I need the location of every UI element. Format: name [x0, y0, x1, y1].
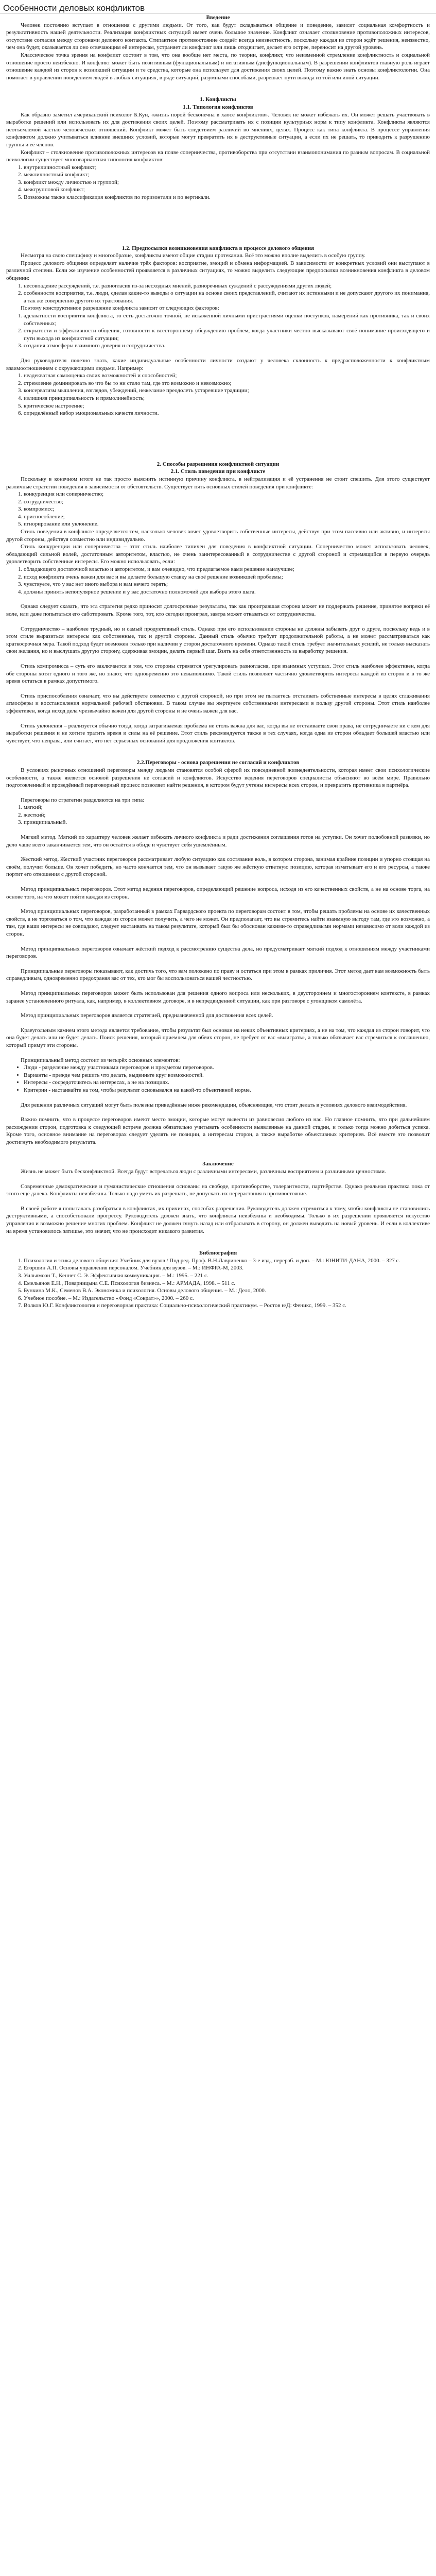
list-item: 1. мягкий; — [24, 804, 430, 811]
list-item: 4. излишняя принципиальность и прямолинейность; — [24, 395, 430, 402]
list-item: 1. неадекватная самооценка своих возможностей и способностей; — [24, 372, 430, 380]
intro-heading: Введение — [206, 14, 230, 21]
list-item: 2. Егоршин А.П. Основы управления персоналом. Учебник для вузов. – М.: ИНФРА-М, 2003. — [24, 1264, 430, 1272]
conflict-styles-list — [6, 490, 430, 528]
list-item: • Критерии - настаивайте на том, чтобы результат основывался на какой-то объективной норме. — [24, 1087, 430, 1094]
list-item: 3. консерватизм мышления, взглядов, убеждений, нежелание преодолеть устаревшие традиции; — [24, 387, 430, 395]
body-paragraph: Жесткий метод. Жесткий участник переговоров рассматривает любую ситуацию как состязание воль, в котором сторона, занимая крайние позиции и упорно стоящая на своём, получит больше. Он хочет победить, но часто кончается тем, что он вызывает такую же жёсткую ответную позицию, которая изматывает его и его ресурсы, а также портит его отношения с другой стороной. — [6, 856, 430, 878]
list-item: 2. сотрудничество; — [24, 498, 430, 506]
premises-list — [6, 282, 430, 305]
competition-conditions-list — [6, 566, 430, 596]
body-paragraph: В условиях рыночных отношений переговоры между людьми становятся особой сферой их повседневной жизнедеятельности, которая имеет свои психологические особенности, а также является основой разрешения не согласий и конфликтов. Искусство ведения переговоров специалисты объясняют во всём мире. Правильно подготовленный и проведённый переговорный процесс позволяет найти решения, в котором будут учтены интересы всех сторон, и превратить противника в партнёра. — [6, 767, 430, 789]
body-paragraph: Несмотря на свою специфику и многообразие, конфликты имеют общие стадии протекания. Всё это можно вполне выделить в особую группу. — [21, 252, 365, 259]
list-item: 5. Возможны также классификация конфликтов по горизонтали и по вертикали. — [24, 194, 430, 201]
body-paragraph: Метод принципиальных переговоров, разработанный в рамках Гарвардского проекта по переговорам состоит в том, чтобы решать проблемы на основе их качественных свойств, а не торговаться о том, что каждая из сторон может получить, а чего не может. Он предполагает, что вы стремитесь найти взаимную выгоду там, где это возможно, а там, где ваши интересы не совпадают, следует настаивать на таком результате, который был бы обоснован какими-то справедливыми нормами независимо от воли каждой из сторон. — [6, 908, 430, 937]
bibliography-heading: Библиография — [199, 1250, 237, 1257]
body-paragraph: Для руководителя полезно знать, какие индивидуальные особенности личности создают у человека склонность к предрасположенности к конфликтным взаимоотношениям с окружающими людьми. Например: — [6, 357, 430, 371]
body-paragraph: Метод принципиальных переговоров является стратегией, предназначенной для достижения всех целей. — [21, 1012, 273, 1019]
list-item: 2. стремление доминировать во что бы то ни стало там, где это возможно и невозможно; — [24, 380, 430, 387]
body-paragraph: Для решения различных ситуаций могут быть полезны приведённые ниже рекомендации, объясняющие, что стоит делать в условиях делового взаимодействия. — [21, 1101, 407, 1108]
conclusion-heading: Заключение — [202, 1161, 234, 1167]
list-item: 4. межгрупповой конфликт; — [24, 186, 430, 194]
body-paragraph: Мягкий метод. Мягкий по характеру человек желает избежать личного конфликта и ради достижения соглашения готов на уступки. Он хочет полюбовной развязки, но дело чаще всего заканчивается тем, что он остаётся в обиде и чувствует себя ущемлённым. — [6, 834, 430, 848]
body-paragraph: Метод принципиальных переговоров может быть использован для решения одного вопроса или нескольких, в двустороннем и многостороннем контексте, в рамках заранее установленного ритуала, как, например, в коллективном договоре, и в непредвиденной ситуации, как при разговоре с угонщиком самолёта. — [6, 990, 430, 1004]
personality-traits-list — [6, 372, 430, 417]
body-paragraph: Сотрудничество – наиболее трудный, но и самый продуктивный стиль. Однако при его использовании стороны не должны забывать друг о друге, поскольку ведь и в этом стиле выразиться интересы как собственные, так и другой стороны. Данный стиль обычно требует продолжительной работы, а не может рассматриваться как краткосрочная мера. Такой подход будет возможен только при наличии у сторон достаточного времени. Однако такой стиль требует значительных усилий, не только высказать свои желания, но и выслушать другую сторону, сдерживая эмоции, делать первый шаг. Взять на себя ответственность за выработку решения. — [6, 625, 430, 655]
factors-list — [6, 312, 430, 350]
list-item: 2. исход конфликта очень важен для вас и вы делаете большую ставку на своё решение возникшей проблемы; — [24, 573, 430, 581]
list-item: 2. межличностный конфликт; — [24, 171, 430, 179]
body-paragraph: Однако следует сказать, что эта стратегия редко приносит долгосрочные результаты, так как проигравшая сторона может не поддержать решение, принятое вопреки её воле, или даже попытаться его саботировать. Кроме того, тот, кто сегодня проиграл, завтра может отказаться от сотрудничества. — [6, 603, 430, 617]
body-paragraph: Конфликт – столкновение противоположных интересов на почве соперничества, противоборства при отсутствии взаимопонимания по разным вопросам. В социальной психологии существует многовариантная типология конфликтов: — [6, 149, 430, 163]
body-paragraph: Метод принципиальных переговоров означает жёсткий подход к рассмотрению существа дела, но предусматривает мягкий подход к отношениям между участниками переговоров. — [6, 945, 430, 960]
list-item: 1. несовпадение рассуждений, т.е. разногласия из-за несходных мнений, разноречивых суждений с рассуждениями других людей; — [24, 282, 430, 290]
list-item: 2. открытости и эффективности общения, готовности к всестороннему обсуждению проблем, когда участники честно высказывают своё понимание происходящего и пути выхода из конфликтной ситуации; — [24, 327, 430, 342]
body-paragraph: Принципиальные переговоры показывают, как достичь того, что вам положено по праву и остаться при этом в рамках приличия. Этот метод дает вам возможность быть справедливым, одновременно предохраняя вас от тех, кто мог бы воспользоваться вашей честностью. — [6, 968, 430, 982]
list-item: 5. критическое настроение; — [24, 402, 430, 410]
bibliography-list — [6, 1257, 430, 1310]
body-paragraph: Стиль приспособления означает, что вы действуете совместно с другой стороной, но при этом не пытаетесь отстаивать собственные интересы в целях сглаживания атмосферы и восстановления нормальной рабочей обстановки. В таком случае вы жертвуете собственными интересами в пользу другой стороны. Этот стиль наиболее эффективен, когда исход дела чрезвычайно важен для другой стороны и не очень важен для вас. — [6, 692, 430, 714]
document-body — [0, 14, 436, 1310]
list-item: 3. принципиальный. — [24, 819, 430, 826]
list-item: 5. Бункина М.К., Семенов В.А. Экономика и психология. Основы делового общения. – М.: Дело, 2000. — [24, 1287, 430, 1295]
negotiation-types-list — [6, 804, 430, 826]
body-paragraph: Процесс делового общения определяет наличие трёх факторов: восприятие, эмоций и обмена информацией. В зависимости от конкретных условий они выступают в различной степени. Если же изучение особенностей проявляется в различных ситуациях, то можно выделить следующие предпосылки возникновения конфликта в деловом общении: — [6, 260, 430, 282]
list-item: 4. приспособление; — [24, 513, 430, 521]
body-paragraph: Важно помнить, что в процессе переговоров имеют место эмоции, которые могут вывести из равновесия любого из нас. Но главное помнить, что при дальнейшем расхождении сторон, подготовка к следующей встрече должна обязательно учитывать особенности выявленные на данной стадии, и только тогда можно добиться успеха. Кроме того, основное внимание на переговорах следует уделять не позиции, а интересам сторон, а также выработке объективных критериев. Всё вместе это позволит достигнуть необходимого результата. — [6, 1116, 430, 1145]
list-item: 1. Психология и этика делового общения: Учебник для вузов / Под ред. Проф. В.Н.Лавриненко – 3-е изд., перераб. и доп. – М.: ЮНИТИ-ДАНА, 2000. – 327 с. — [24, 1257, 430, 1265]
list-item: 3. чувствуете, что у вас нет иного выбора и вам нечего терять; — [24, 581, 430, 588]
list-item: 6. Учебное пособие. – М.: Издательство «Фонд «Сократ»», 2000. – 260 с. — [24, 1295, 430, 1302]
body-paragraph: Стиль конкуренции или соперничества – этот стиль наиболее типичен для поведения в конфликтной ситуации. Соперничество может использовать человек, обладающий сильной волей, достаточным авторитетом, властью, не очень заинтересованный в сотрудничестве с другой стороной и стремящийся в первую очередь удовлетворить собственные интересы. Его можно использовать, если: — [6, 544, 430, 565]
list-item: 3. конфликт между личностью и группой; — [24, 179, 430, 187]
list-item: 1. адекватности восприятия конфликта, то есть достаточно точной, не искажённой личными пристрастиями оценки поступков, намерений как противника, так и своих собственных; — [24, 312, 430, 327]
section-heading: 2. Способы разрешения конфликтной ситуации — [156, 461, 280, 467]
list-item: 1. внутриличностный конфликт; — [24, 164, 430, 172]
body-paragraph: Стиль уклонения – реализуется обычно тогда, когда затрагиваемая проблема не столь важна для вас, когда вы не отстаиваете свои права, не сотрудничаете ни с кем для выработки решения и не хотите тратить время и силы на её решение. Этот стиль рекомендуется также в тех случаях, когда одна из сторон обладает большей властью или чувствует, что неправа, или считает, что нет серьёзных оснований для продолжения контактов. — [6, 722, 430, 744]
list-item: 1. обладающего достаточной властью и авторитетом, и вам очевидно, что предлагаемое вами решение наилучшее; — [24, 566, 430, 573]
body-paragraph: Жизнь не может быть бесконфликтной. Всегда будут встречаться люди с различными интересами, различным восприятием и различными ценностями. — [21, 1168, 386, 1175]
principled-elements-list — [6, 1064, 430, 1094]
body-paragraph: В своей работе я попыталась разобраться в конфликтах, их причинах, способах разрешения. Руководитель должен стремиться к тому, чтобы конфликты не становились деструктивными, а способствовали прогрессу. Руководитель должен знать, что конфликты неизбежны и необходимы. Только в их разрешении проявляется искусство управления и возможно решение многих проблем. Конфликт не должен тянуть назад или отбрасывать в сторону, он должен выводить на новый уровень. И если в коллективе на время установилось затишье, это значит, что не происходит никакого развития. — [6, 1205, 430, 1234]
list-item: 2. особенности восприятия, т.е. люди, сделав какие-то выводы о ситуации на основе своих представлений, считают их истинными и не допускают другого их понимания, а так же совершенно другого их трактования. — [24, 290, 430, 304]
subsection-heading: 1.2. Предпосылки возникновения конфликта в процессе делового общения — [121, 245, 315, 251]
body-paragraph: Принципиальный метод состоит из четырёх основных элементов: — [21, 1057, 180, 1063]
subsection-heading: 2.1. Стиль поведения при конфликте — [170, 468, 266, 475]
list-item: 7. Волков Ю.Г. Конфликтология и переговорная практика: Социально-психологический практикум. – Ростов н/Д: Феникс, 1999. – 352 с. — [24, 1302, 430, 1310]
list-item: 4. должны принять непопулярное решение и у вас достаточно полномочий для выбора этого шага. — [24, 588, 430, 596]
body-paragraph: Поэтому конструктивное разрешение конфликта зависит от следующих факторов: — [21, 305, 219, 312]
intro-paragraph: Классическое точка зрения на конфликт состоит в том, что она вообще нет места, по теории, конфликт, что неизменной стремление конфликтность и социальной отношение просто неизбежно. И конфликт может быть позитивным (функциональным) и негативным (дисфункциональным). В разрешении конфликтов главную роль играет отношение каждой из сторон к возникшей ситуации и те средства, которые она использует для достижения своих целей. Поэтому важно знать основы конфликтологии. Она помогает в управлении поведением людей в любых ситуациях, в ряде ситуаций, разумными способами, разрешает пути выхода из той или иной ситуации. — [6, 52, 430, 81]
conflict-types-list — [6, 164, 430, 201]
body-paragraph: Переговоры по стратегии разделяются на три типа: — [21, 796, 145, 803]
body-paragraph: Как образно заметил американский психолог Б.Кун, «жизнь порой бесконечна в хаосе конфликтов». Человек не может избежать их. Он может решать участвовать в выработке решений или использовать их для достижения своих целей. Поэтому рассматривать их с позиции культурных норм к типу конфликта. Конфликты являются неотъемлемой частью человеческих отношений. Конфликт может быть следствием различий во мнениях, целях. Процесс как типа конфликта. В процессе управления конфликтом должно учитываться влияние внешних условий, которые могут превратить их в деструктивные ситуации, а если их не решать, то приводить к разрушению группы и её членов. — [6, 111, 430, 148]
list-item: 1. конкуренция или соперничество; — [24, 490, 430, 498]
subsection-heading: 2.2.Переговоры - основа разрешения не согласий и конфликтов — [136, 759, 300, 766]
intro-paragraph: Человек постоянно вступает в отношения с другими людьми. От того, как будут складываться общение и поведение, зависит социальная комфортность и результативность нашей деятельности. Реализация конфликтных ситуаций имеет очень большое значение. Конфликт означает столкновение противоположных интересов, отсутствие согласия между сторонами делового контакта. Стипактное противостояние создаёт всегда неизвестность, поскольку каждая из сторон ждёт решения, неизвестно, чем она будет, оказывается ли оно отвечающим её интересам, устраняет ли конфликт или лишь отодвигает, делает его острее, переносит на другой уровень. — [6, 22, 430, 51]
body-paragraph: Краеугольным камнем этого метода является требование, чтобы результат был основан на неких объективных критериях, а не на том, что каждая из сторон говорит, что она будет делать или не будет делать. Поиск решения, который приемлем для обеих сторон, не требует от вас «выиграть», а только обязывает вас стремиться к соглашению, который примут эти стороны. — [6, 1027, 430, 1048]
section-heading: 1. Конфликты — [200, 96, 236, 103]
body-paragraph: Поскольку в конечном итоге не так просто выяснить истинную причину конфликта, в нейтрализация и её устранения не стоит спешить. Для этого существует различные стратегии поведения в зависимости от обстоятельств. Существует пять основных стилей поведения при конфликте: — [6, 476, 430, 490]
body-paragraph: Стиль поведения в конфликте определяется тем, насколько человек хочет удовлетворить собственные интересы, действуя при этом пассивно или активно, и интересы другой стороны, действуя совместно или индивидуально. — [6, 529, 430, 543]
body-paragraph: Метод принципиальных переговоров. Этот метод ведения переговоров, определяющий решение вопроса, исходя из его качественных свойств, а не на основе торга, на основе того, на что может пойти каждая из сторон. — [6, 886, 430, 900]
list-item: 3. создания атмосферы взаимного доверия и сотрудничества. — [24, 342, 430, 350]
list-item: • Люди - разделение между участниками переговоров и предметом переговоров. — [24, 1064, 430, 1072]
body-paragraph: Стиль компромисса – суть его заключается в том, что стороны стремятся урегулировать разногласия, при взаимных уступках. Этот стиль наиболее эффективен, когда обе стороны хотят одного и того же, но знают, что одновременно это невыполнимо. Такой стиль позволяет частично удовлетворить интересы каждой из сторон и в то же время остаться в рамках допустимого. — [6, 663, 430, 685]
body-paragraph: Современные демократические и гуманистические отношения основаны на свободе, противоборстве, толерантности, партнёрстве. Однако реальная практика пока от этого ещё далека. Конфликты неизбежны. Только надо уметь их разрешать, не допускать их перерастания в противостояние. — [6, 1183, 430, 1197]
page-title: Особенности деловых конфликтов — [0, 0, 436, 14]
list-item: 4. Емельянов Е.Н., Поварницына С.Е. Психология бизнеса. – М.: АРМАДА, 1998. – 511 с. — [24, 1280, 430, 1287]
list-item: 3. Уильямсон Т., Кеннет С. Э. Эффективная коммуникация. – М.: 1995. – 221 с. — [24, 1272, 430, 1280]
list-item: 6. определённый набор эмоциональных качеств личности. — [24, 410, 430, 417]
list-item: 3. компромисс; — [24, 505, 430, 513]
list-item: 2. жесткий; — [24, 811, 430, 819]
list-item: • Интересы - сосредоточьтесь на интересах, а не на позициях. — [24, 1079, 430, 1087]
list-item: • Варианты - прежде чем решить что делать, выдвиньте круг возможностей. — [24, 1072, 430, 1079]
list-item: 5. игнорирование или уклонение. — [24, 520, 430, 528]
subsection-heading: 1.1. Типология конфликтов — [183, 104, 253, 110]
